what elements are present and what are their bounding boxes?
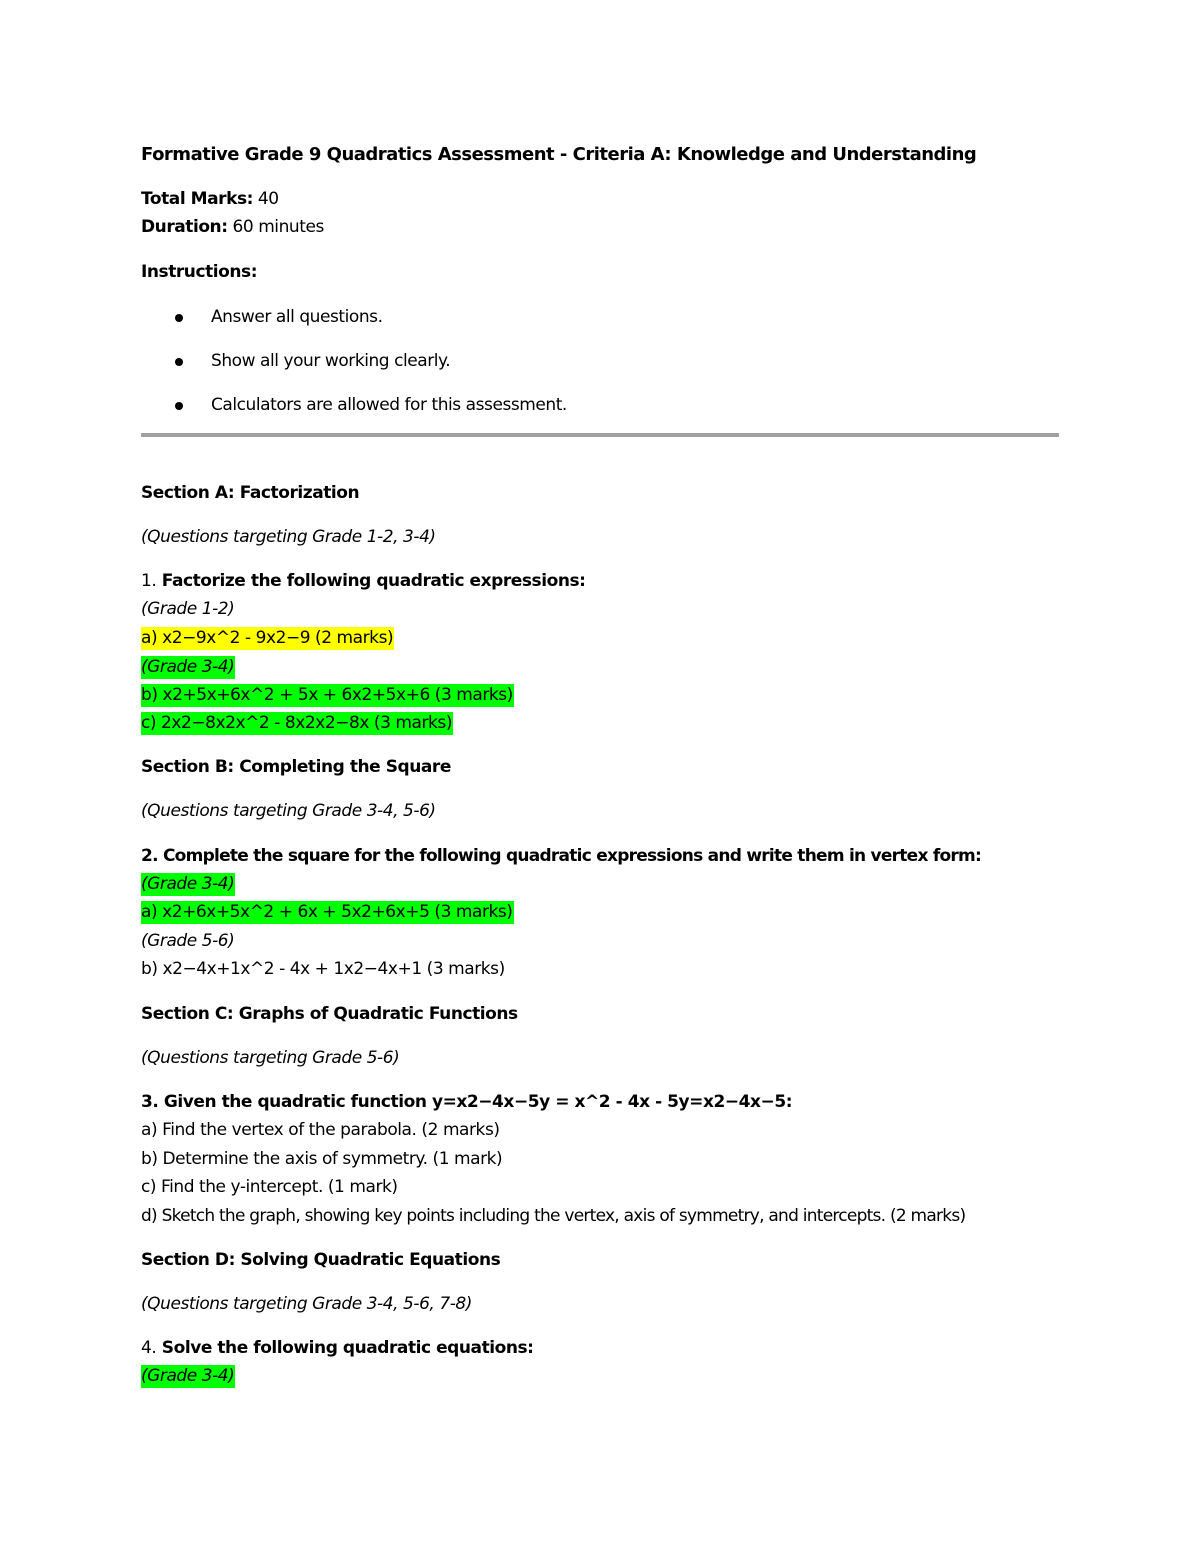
question-4-number: 4. [141, 1338, 157, 1358]
instruction-text: Calculators are allowed for this assessment. [211, 395, 567, 415]
question-3c: c) Find the y-intercept. (1 mark) [141, 1177, 398, 1197]
bullet-icon [175, 314, 183, 322]
question-3-text: 3. Given the quadratic function y=x2−4x−5y = x^2 - 4x - 5y=x2−4x−5: [141, 1092, 793, 1112]
question-2a [141, 900, 514, 924]
question-1c-text: c) 2x2−8x2x^2 - 8x2x2−8x (3 marks) [141, 713, 453, 733]
section-b-targeting: (Questions targeting Grade 3-4, 5-6) [141, 801, 436, 821]
section-a-heading: Section A: Factorization [141, 483, 360, 503]
grade-label: (Grade 1-2) [141, 599, 235, 619]
bullet-icon [175, 358, 183, 366]
total-marks-label: Total Marks: [141, 189, 253, 209]
question-1-line [141, 569, 586, 593]
instructions-heading: Instructions: [141, 262, 258, 282]
question-2-text: 2. Complete the square for the following quadratic expressions and write them in vertex form: [141, 846, 982, 866]
total-marks-line [141, 187, 279, 211]
duration-value: 60 minutes [227, 217, 324, 237]
question-4-text: Solve the following quadratic equations: [156, 1338, 534, 1358]
grade-label-highlighted [141, 655, 235, 679]
grade-label-highlighted [141, 1364, 235, 1388]
section-a-targeting: (Questions targeting Grade 1-2, 3-4) [141, 527, 436, 547]
instruction-text: Show all your working clearly. [211, 351, 451, 371]
grade-label: (Grade 5-6) [141, 931, 235, 951]
question-3d: d) Sketch the graph, showing key points including the vertex, axis of symmetry, and intercepts. (2 marks) [141, 1206, 966, 1226]
grade-label-highlighted [141, 872, 235, 896]
duration-label: Duration: [141, 217, 228, 237]
question-2b: b) x2−4x+1x^2 - 4x + 1x2−4x+1 (3 marks) [141, 959, 505, 979]
question-3b: b) Determine the axis of symmetry. (1 mark) [141, 1149, 503, 1169]
grade-label-text: (Grade 3-4) [141, 1366, 235, 1386]
document-title: Formative Grade 9 Quadratics Assessment - Criteria A: Knowledge and Understanding [141, 144, 977, 165]
section-d-heading: Section D: Solving Quadratic Equations [141, 1250, 501, 1270]
grade-label-text: (Grade 3-4) [141, 874, 235, 894]
duration-line [141, 215, 324, 239]
question-2a-text: a) x2+6x+5x^2 + 6x + 5x2+6x+5 (3 marks) [141, 902, 513, 922]
question-1b [141, 683, 514, 707]
instruction-text: Answer all questions. [211, 307, 383, 327]
section-d-targeting: (Questions targeting Grade 3-4, 5-6, 7-8) [141, 1294, 472, 1314]
horizontal-rule [141, 433, 1059, 437]
question-1-number: 1. [141, 571, 157, 591]
grade-label-text: (Grade 3-4) [141, 657, 235, 677]
section-c-targeting: (Questions targeting Grade 5-6) [141, 1048, 400, 1068]
total-marks-value: 40 [252, 189, 279, 209]
question-1b-text: b) x2+5x+6x^2 + 5x + 6x2+5x+6 (3 marks) [141, 685, 513, 705]
question-1a-text: a) x2−9x^2 - 9x2−9 (2 marks) [141, 628, 394, 648]
section-c-heading: Section C: Graphs of Quadratic Functions [141, 1004, 518, 1024]
bullet-icon [175, 402, 183, 410]
question-1a [141, 626, 394, 650]
section-b-heading: Section B: Completing the Square [141, 757, 451, 777]
question-4-line [141, 1336, 534, 1360]
question-3a: a) Find the vertex of the parabola. (2 marks) [141, 1120, 500, 1140]
question-1c [141, 711, 453, 735]
question-1-text: Factorize the following quadratic expressions: [156, 571, 586, 591]
